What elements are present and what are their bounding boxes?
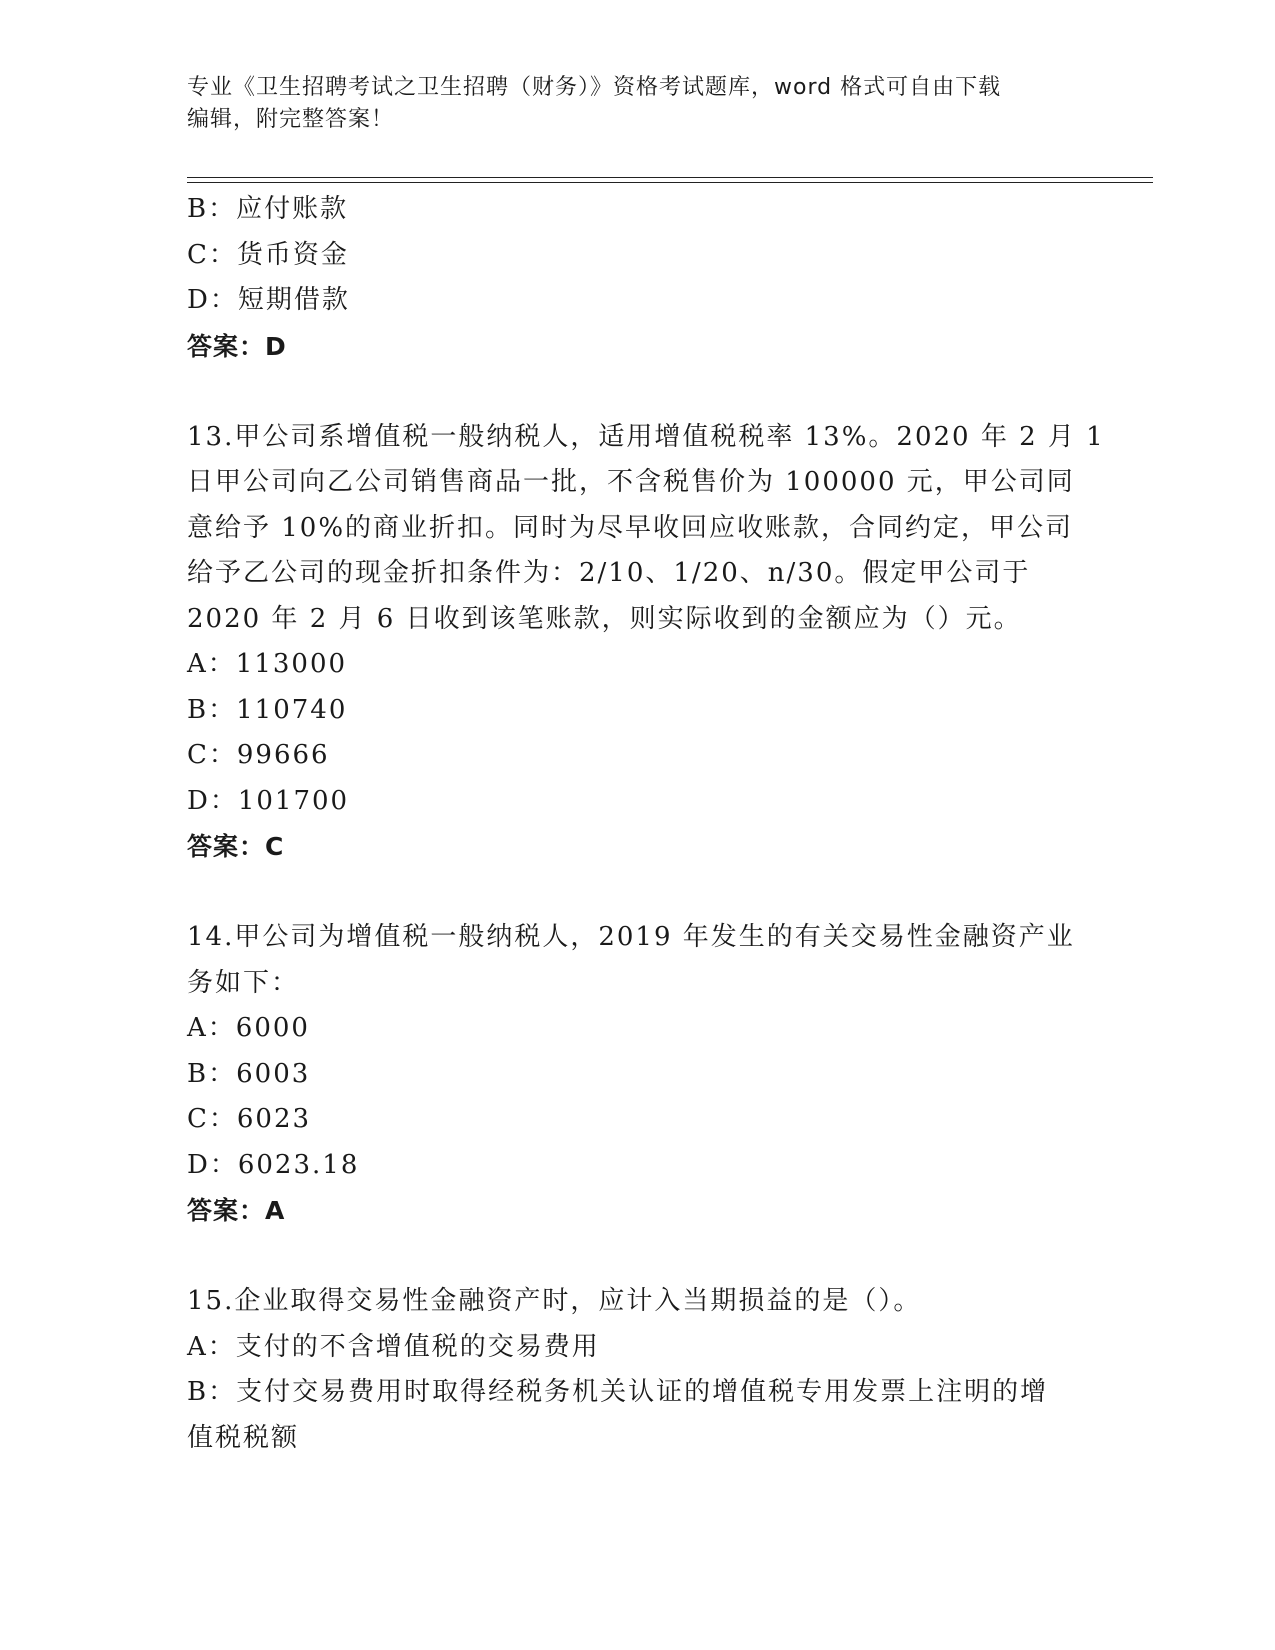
document-body [187,187,1105,1461]
answer-line: 答案：D [187,331,287,361]
spacer [187,369,1087,415]
answer-line: 答案：A [187,1196,286,1225]
question-text-line: 日甲公司向乙公司销售商品一批，不含税售价为 100000 元，甲公司同 [187,467,1075,497]
option-c: C：货币资金 [187,239,349,270]
option-b: B：110740 [187,694,348,725]
question-text-line: 意给予 10%的商业折扣。同时为尽早收回应收账款，合同约定，甲公司 [187,512,1074,543]
header-rule-bottom [187,182,1153,183]
question-text-line: 给予乙公司的现金折扣条件为：2/10、1/20、n/30。假定甲公司于 [187,558,1031,588]
option-d: D：101700 [187,785,350,816]
question-text-line: 14.甲公司为增值税一般纳税人，2019 年发生的有关交易性金融资产业 [187,922,1075,952]
option-a: A：113000 [187,649,348,679]
question-15 [187,1279,1087,1461]
question-14 [187,915,1087,1234]
option-b: B：支付交易费用时取得经税务机关认证的增值税专用发票上注明的增 [187,1377,1049,1407]
header-rule-top [187,177,1153,178]
option-d: D：6023.18 [187,1149,360,1180]
option-c: C：6023 [187,1104,312,1134]
option-a: A：支付的不含增值税的交易费用 [187,1331,600,1362]
answer-line: 答案：C [187,832,285,861]
option-a: A：6000 [187,1013,310,1043]
question-12-tail [187,187,1087,369]
header-line-1: 专业《卫生招聘考试之卫生招聘（财务）》资格考试题库，word 格式可自由下载 [187,75,1002,100]
spacer [187,1234,1087,1280]
document-header [187,72,1067,136]
option-b: B：应付账款 [187,194,349,224]
spacer [187,870,1087,916]
option-b: B：6003 [187,1058,311,1089]
question-13 [187,415,1105,870]
option-d: D：短期借款 [187,285,350,315]
question-text-line: 2020 年 2 月 6 日收到该笔账款，则实际收到的金额应为（）元。 [187,603,1022,634]
question-text-line: 务如下： [187,967,300,998]
option-b-continued: 值税税额 [187,1422,300,1453]
question-text-line: 15.企业取得交易性金融资产时，应计入当期损益的是（）。 [187,1286,922,1316]
option-c: C：99666 [187,740,330,770]
question-text-line: 13.甲公司系增值税一般纳税人，适用增值税税率 13%。2020 年 2 月 1 [187,421,1105,452]
header-line-2: 编辑，附完整答案！ [187,107,395,132]
